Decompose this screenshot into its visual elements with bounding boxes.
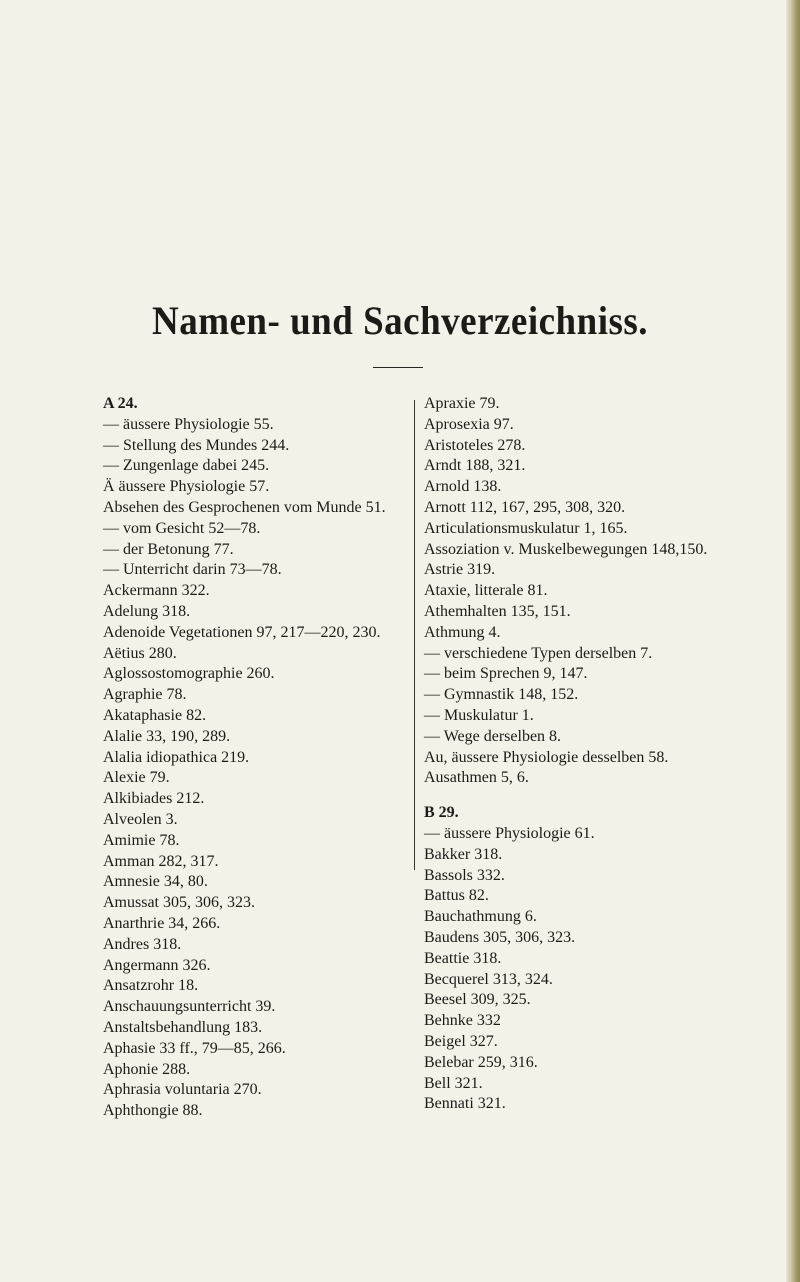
column-divider xyxy=(414,400,415,870)
index-entry: Ä äussere Physiologie 57. xyxy=(103,478,270,496)
index-entry: Amimie 78. xyxy=(103,831,180,849)
index-entry: Alkibiades 212. xyxy=(103,790,205,808)
index-entry: Aristoteles 278. xyxy=(424,436,526,454)
index-entry: — der Betonung 77. xyxy=(103,540,234,558)
index-entry: Articulationsmuskulatur 1, 165. xyxy=(424,519,628,537)
index-entry: Amnesie 34, 80. xyxy=(103,873,208,891)
index-entry: Ackermann 322. xyxy=(103,582,210,600)
index-entry: Arndt 188, 321. xyxy=(424,457,526,475)
index-entry: Adenoide Vegetationen 97, 217—220, 230. xyxy=(103,623,381,641)
index-entry: Baudens 305, 306, 323. xyxy=(424,928,576,946)
index-entry: Anstaltsbehandlung 183. xyxy=(103,1018,263,1036)
index-entry: — Zungenlage dabei 245. xyxy=(103,457,270,475)
index-entry: — verschiedene Typen derselben 7. xyxy=(424,644,653,662)
index-entry: Akataphasie 82. xyxy=(103,706,207,724)
index-entry: Andres 318. xyxy=(103,935,182,953)
right-index-column xyxy=(424,394,707,1115)
index-entry: Aphasie 33 ff., 79—85, 266. xyxy=(103,1039,286,1057)
page-title: Namen- und Sachverzeichniss. xyxy=(151,299,649,344)
index-entry: Apraxie 79. xyxy=(424,395,500,412)
book-spine-edge xyxy=(786,0,800,1282)
index-entry: Becquerel 313, 324. xyxy=(424,970,553,988)
index-entry: — Gymnastik 148, 152. xyxy=(424,686,579,704)
index-entry: Aphonie 288. xyxy=(103,1060,191,1078)
index-entry: Absehen des Gesprochenen vom Munde 51. xyxy=(103,498,386,516)
index-entry: Bell 321. xyxy=(424,1074,483,1092)
index-entry: — äussere Physiologie 61. xyxy=(424,824,595,842)
index-entry: Amman 282, 317. xyxy=(103,852,219,870)
title-rule xyxy=(373,367,423,368)
index-entry: Adelung 318. xyxy=(103,602,191,620)
index-entry: Athemhalten 135, 151. xyxy=(424,602,571,620)
index-entry: — Unterricht darin 73—78. xyxy=(103,561,282,579)
index-entry: Aëtius 280. xyxy=(103,644,177,662)
index-entry: Ansatzrohr 18. xyxy=(103,977,199,995)
index-entry: Ataxie, litterale 81. xyxy=(424,582,548,600)
index-entry: Beigel 327. xyxy=(424,1032,498,1050)
index-entry: Alexie 79. xyxy=(103,769,170,787)
index-entry: Aphrasia voluntaria 270. xyxy=(103,1081,262,1099)
index-entry: Bassols 332. xyxy=(424,866,505,884)
section-letter-entry: A 24. xyxy=(103,395,138,412)
index-entry: Bennati 321. xyxy=(424,1095,506,1113)
index-entry: Beattie 318. xyxy=(424,949,502,967)
index-entry: Astrie 319. xyxy=(424,561,496,579)
index-entry: Angermann 326. xyxy=(103,956,211,974)
index-entry: Aglossostomographie 260. xyxy=(103,665,275,683)
index-entry: Alalia idiopathica 219. xyxy=(103,748,250,766)
index-entry: Bauchathmung 6. xyxy=(424,908,537,926)
section-letter-entry: B 29. xyxy=(424,804,459,822)
index-entry: Arnold 138. xyxy=(424,478,502,496)
index-entry: — äussere Physiologie 55. xyxy=(103,415,274,433)
index-entry: Assoziation v. Muskelbewegungen 148,150. xyxy=(424,540,708,558)
index-entry: Anarthrie 34, 266. xyxy=(103,914,221,932)
index-entry: — Muskulatur 1. xyxy=(424,706,534,724)
index-entry: Beesel 309, 325. xyxy=(424,991,531,1009)
index-entry: Battus 82. xyxy=(424,887,489,905)
index-entry: Anschauungsunterricht 39. xyxy=(103,998,276,1016)
left-index-column xyxy=(103,394,386,1122)
index-entry: Au, äussere Physiologie desselben 58. xyxy=(424,748,669,766)
index-entry: Aphthongie 88. xyxy=(103,1102,203,1120)
section-gap xyxy=(424,789,707,803)
index-entry: Athmung 4. xyxy=(424,623,501,641)
index-entry: — vom Gesicht 52—78. xyxy=(103,519,261,537)
index-entry: Arnott 112, 167, 295, 308, 320. xyxy=(424,498,626,516)
index-entry: Amussat 305, 306, 323. xyxy=(103,894,255,912)
index-entry: Agraphie 78. xyxy=(103,686,187,704)
index-entry: Aprosexia 97. xyxy=(424,415,514,433)
index-entry: — Stellung des Mundes 244. xyxy=(103,436,290,454)
index-entry: Alveolen 3. xyxy=(103,810,178,828)
index-entry: Bakker 318. xyxy=(424,845,503,863)
index-entry: Behnke 332 xyxy=(424,1012,501,1030)
index-entry: Alalie 33, 190, 289. xyxy=(103,727,231,745)
index-entry: Ausathmen 5, 6. xyxy=(424,769,529,787)
index-entry: — beim Sprechen 9, 147. xyxy=(424,665,588,683)
index-entry: Belebar 259, 316. xyxy=(424,1053,538,1071)
index-entry: — Wege derselben 8. xyxy=(424,727,562,745)
